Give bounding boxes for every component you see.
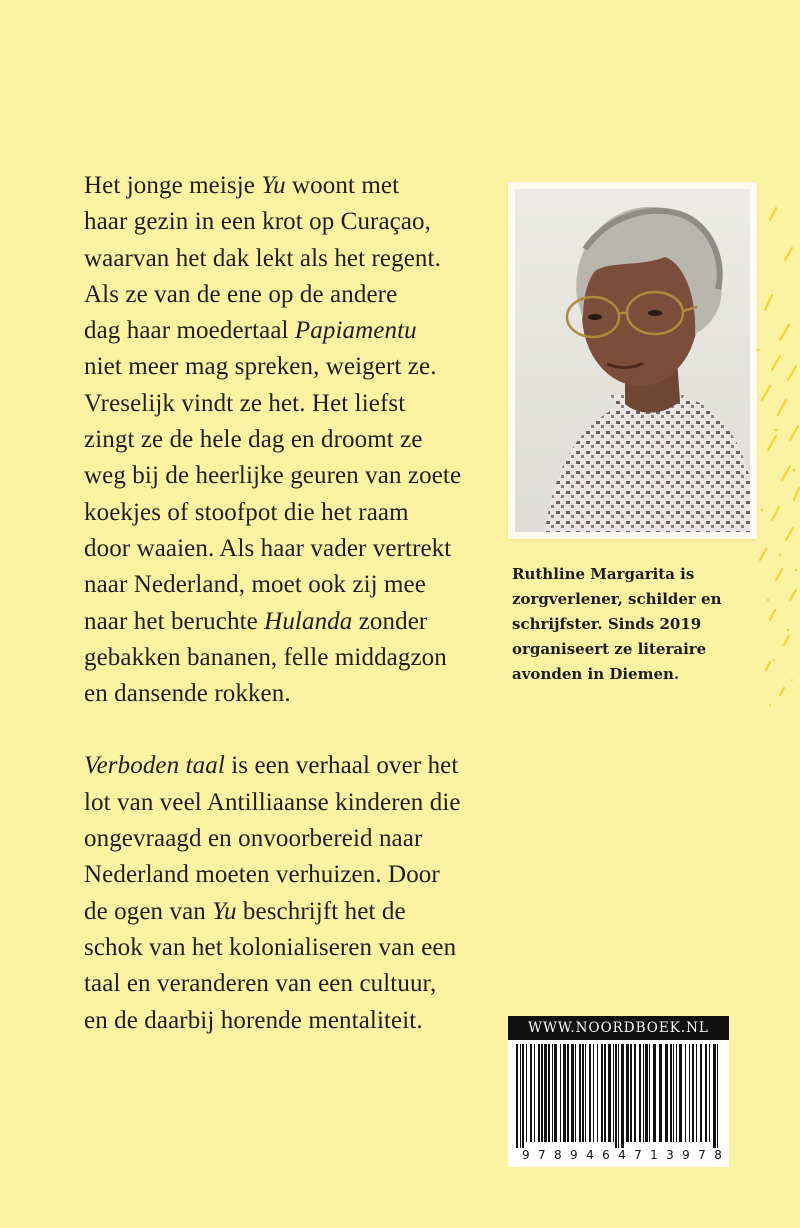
- barcode-bar: [579, 1044, 581, 1142]
- blurb-text: koekjes of stoofpot die het raam: [84, 498, 409, 526]
- barcode-bar: [634, 1044, 636, 1142]
- isbn-digit: 6: [602, 1148, 610, 1162]
- barcode-bar: [696, 1044, 697, 1142]
- barcode-bar: [538, 1044, 540, 1142]
- author-bio-line: zorgverlener, schilder en: [512, 590, 722, 608]
- blurb-line: [84, 821, 479, 857]
- barcode-bar: [552, 1044, 553, 1142]
- barcode-bar: [673, 1044, 674, 1142]
- blurb-text: en de daarbij horende mentaliteit.: [84, 1006, 423, 1034]
- barcode-bar: [679, 1044, 682, 1142]
- blurb-text: zonder: [352, 607, 428, 635]
- barcode-bar: [604, 1044, 606, 1142]
- blurb-line: [84, 748, 479, 784]
- barcode-bar: [560, 1044, 561, 1142]
- blurb-text: Als ze van de ene op de andere: [84, 280, 398, 308]
- isbn-digits: [522, 1148, 722, 1162]
- blurb-paragraph-2: [84, 748, 479, 1038]
- barcode-bar: [520, 1044, 521, 1148]
- barcode-bar: [541, 1044, 543, 1142]
- blurb-text: gebakken bananen, felle middagzon: [84, 643, 447, 671]
- barcode-bar: [645, 1044, 648, 1142]
- barcode-bar: [563, 1044, 566, 1142]
- barcode-bar: [567, 1044, 569, 1142]
- barcode-bar: [709, 1044, 710, 1142]
- barcode-bar: [713, 1044, 716, 1148]
- blurb-line: [84, 241, 479, 277]
- blurb-text: ongevraagd en onvoorbereid naar: [84, 825, 423, 853]
- blurb-italic-text: Verboden taal: [84, 752, 225, 780]
- blurb-text: naar Nederland, moet ook zij mee: [84, 571, 426, 599]
- blurb-line: [84, 531, 479, 567]
- barcode-bar: [575, 1044, 576, 1142]
- blurb-text: Vreselijk vindt ze het. Het liefst: [84, 389, 406, 417]
- blurb-line: [84, 204, 479, 240]
- back-cover-blurb: [84, 168, 479, 1039]
- barcode-bar: [717, 1044, 718, 1148]
- isbn-digit: 9: [522, 1148, 530, 1162]
- blurb-line: [84, 458, 479, 494]
- barcode-bar: [700, 1044, 702, 1142]
- blurb-line: [84, 930, 479, 966]
- barcode-bar: [665, 1044, 668, 1142]
- blurb-paragraph-1: [84, 168, 479, 712]
- author-bio-line: organiseert ze literaire: [512, 640, 707, 658]
- blurb-line: [84, 640, 479, 676]
- blurb-text: Nederland moeten verhuizen. Door: [84, 861, 440, 889]
- blurb-text: niet meer mag spreken, weigert ze.: [84, 353, 437, 381]
- blurb-text: beschrijft het de: [236, 897, 406, 925]
- blurb-line: [84, 604, 479, 640]
- barcode-bar: [705, 1044, 707, 1142]
- isbn-digit: 8: [714, 1148, 722, 1162]
- blurb-italic-text: Papiamentu: [294, 317, 417, 345]
- barcode-bar: [534, 1044, 535, 1142]
- blurb-text: lot van veel Antilliaanse kinderen die: [84, 788, 461, 816]
- blurb-text: zingt ze de hele dag en droomt ze: [84, 426, 423, 454]
- barcode-bar: [685, 1044, 686, 1142]
- barcode-bar: [689, 1044, 690, 1142]
- barcode-bar: [630, 1044, 632, 1142]
- author-bio-line: Ruthline Margarita is: [512, 565, 695, 583]
- blurb-line: [84, 894, 479, 930]
- barcode-bar: [593, 1044, 594, 1142]
- barcode-bar: [618, 1044, 619, 1148]
- barcode-bar: [649, 1044, 650, 1142]
- publisher-url: WWW.NOORDBOEK.NL: [508, 1016, 729, 1040]
- isbn-barcode: [508, 1016, 729, 1167]
- barcode-bar: [585, 1044, 586, 1142]
- blurb-line: [84, 313, 479, 349]
- barcode-bar: [571, 1044, 574, 1142]
- barcode-bar: [597, 1044, 598, 1142]
- barcode-bar: [639, 1044, 641, 1142]
- barcode-bar: [526, 1044, 527, 1142]
- barcode-bar: [589, 1044, 591, 1142]
- barcode-bar: [554, 1044, 557, 1142]
- isbn-digit: 4: [618, 1148, 626, 1162]
- blurb-text: naar het beruchte: [84, 607, 265, 635]
- barcode-bars: [514, 1044, 723, 1148]
- blurb-text: de ogen van: [84, 897, 213, 925]
- blurb-text: dag haar moedertaal: [84, 317, 295, 345]
- author-bio: [512, 562, 762, 687]
- barcode-bar: [613, 1044, 614, 1142]
- barcode-bar: [676, 1044, 677, 1142]
- isbn-digit: 1: [650, 1148, 658, 1162]
- barcode-bar: [548, 1044, 550, 1142]
- blurb-text: waarvan het dak lekt als het regent.: [84, 244, 441, 272]
- author-bio-line: avonden in Diemen.: [512, 665, 680, 683]
- barcode-bar: [582, 1044, 584, 1142]
- isbn-digit: 7: [634, 1148, 642, 1162]
- barcode-bar: [670, 1044, 672, 1142]
- blurb-italic-text: Yu: [261, 172, 286, 199]
- blurb-text: haar gezin in een krot op Curaçao,: [84, 208, 432, 236]
- isbn-digit: 7: [538, 1148, 546, 1162]
- blurb-text: woont met: [285, 172, 400, 199]
- barcode-bar: [522, 1044, 524, 1148]
- barcode-bar: [530, 1044, 532, 1142]
- barcode-bar: [643, 1044, 644, 1142]
- author-bio-line: schrijfster. Sinds 2019: [512, 615, 702, 633]
- barcode-bar: [659, 1044, 662, 1142]
- isbn-digit: 4: [586, 1148, 594, 1162]
- isbn-digit: 9: [682, 1148, 690, 1162]
- blurb-line: [84, 966, 479, 1002]
- blurb-text: schok van het kolonialiseren van een: [84, 933, 457, 961]
- blurb-line: [84, 785, 479, 821]
- barcode-bar: [608, 1044, 611, 1142]
- blurb-line: [84, 1003, 479, 1039]
- blurb-line: [84, 386, 479, 422]
- blurb-italic-text: Hulanda: [264, 607, 353, 635]
- blurb-line: [84, 857, 479, 893]
- barcode-bar: [626, 1044, 629, 1142]
- barcode-bar: [692, 1044, 694, 1142]
- blurb-text: Het jonge meisje: [84, 172, 262, 199]
- isbn-digit: 9: [570, 1148, 578, 1162]
- blurb-text: door waaien. Als haar vader vertrekt: [84, 534, 452, 562]
- blurb-line: [84, 676, 479, 712]
- blurb-text: is een verhaal over het: [224, 752, 459, 780]
- barcode-bar: [516, 1044, 518, 1148]
- isbn-digit: 3: [666, 1148, 674, 1162]
- blurb-line: [84, 495, 479, 531]
- barcode-bar: [601, 1044, 603, 1142]
- barcode-bar: [544, 1044, 547, 1142]
- blurb-line: [84, 277, 479, 313]
- blurb-line: [84, 349, 479, 385]
- barcode-bar: [621, 1044, 624, 1148]
- barcode-bar: [615, 1044, 617, 1148]
- blurb-line: [84, 567, 479, 603]
- blurb-text: en dansende rokken.: [84, 680, 291, 708]
- blurb-italic-text: Yu: [212, 897, 237, 925]
- blurb-line: [84, 168, 479, 204]
- blurb-text: weg bij de heerlijke geuren van zoete: [84, 462, 462, 490]
- isbn-digit: 8: [554, 1148, 562, 1162]
- blurb-text: taal en veranderen van een cultuur,: [84, 970, 437, 998]
- blurb-line: [84, 422, 479, 458]
- barcode-bar: [653, 1044, 656, 1142]
- isbn-digit: 7: [698, 1148, 706, 1162]
